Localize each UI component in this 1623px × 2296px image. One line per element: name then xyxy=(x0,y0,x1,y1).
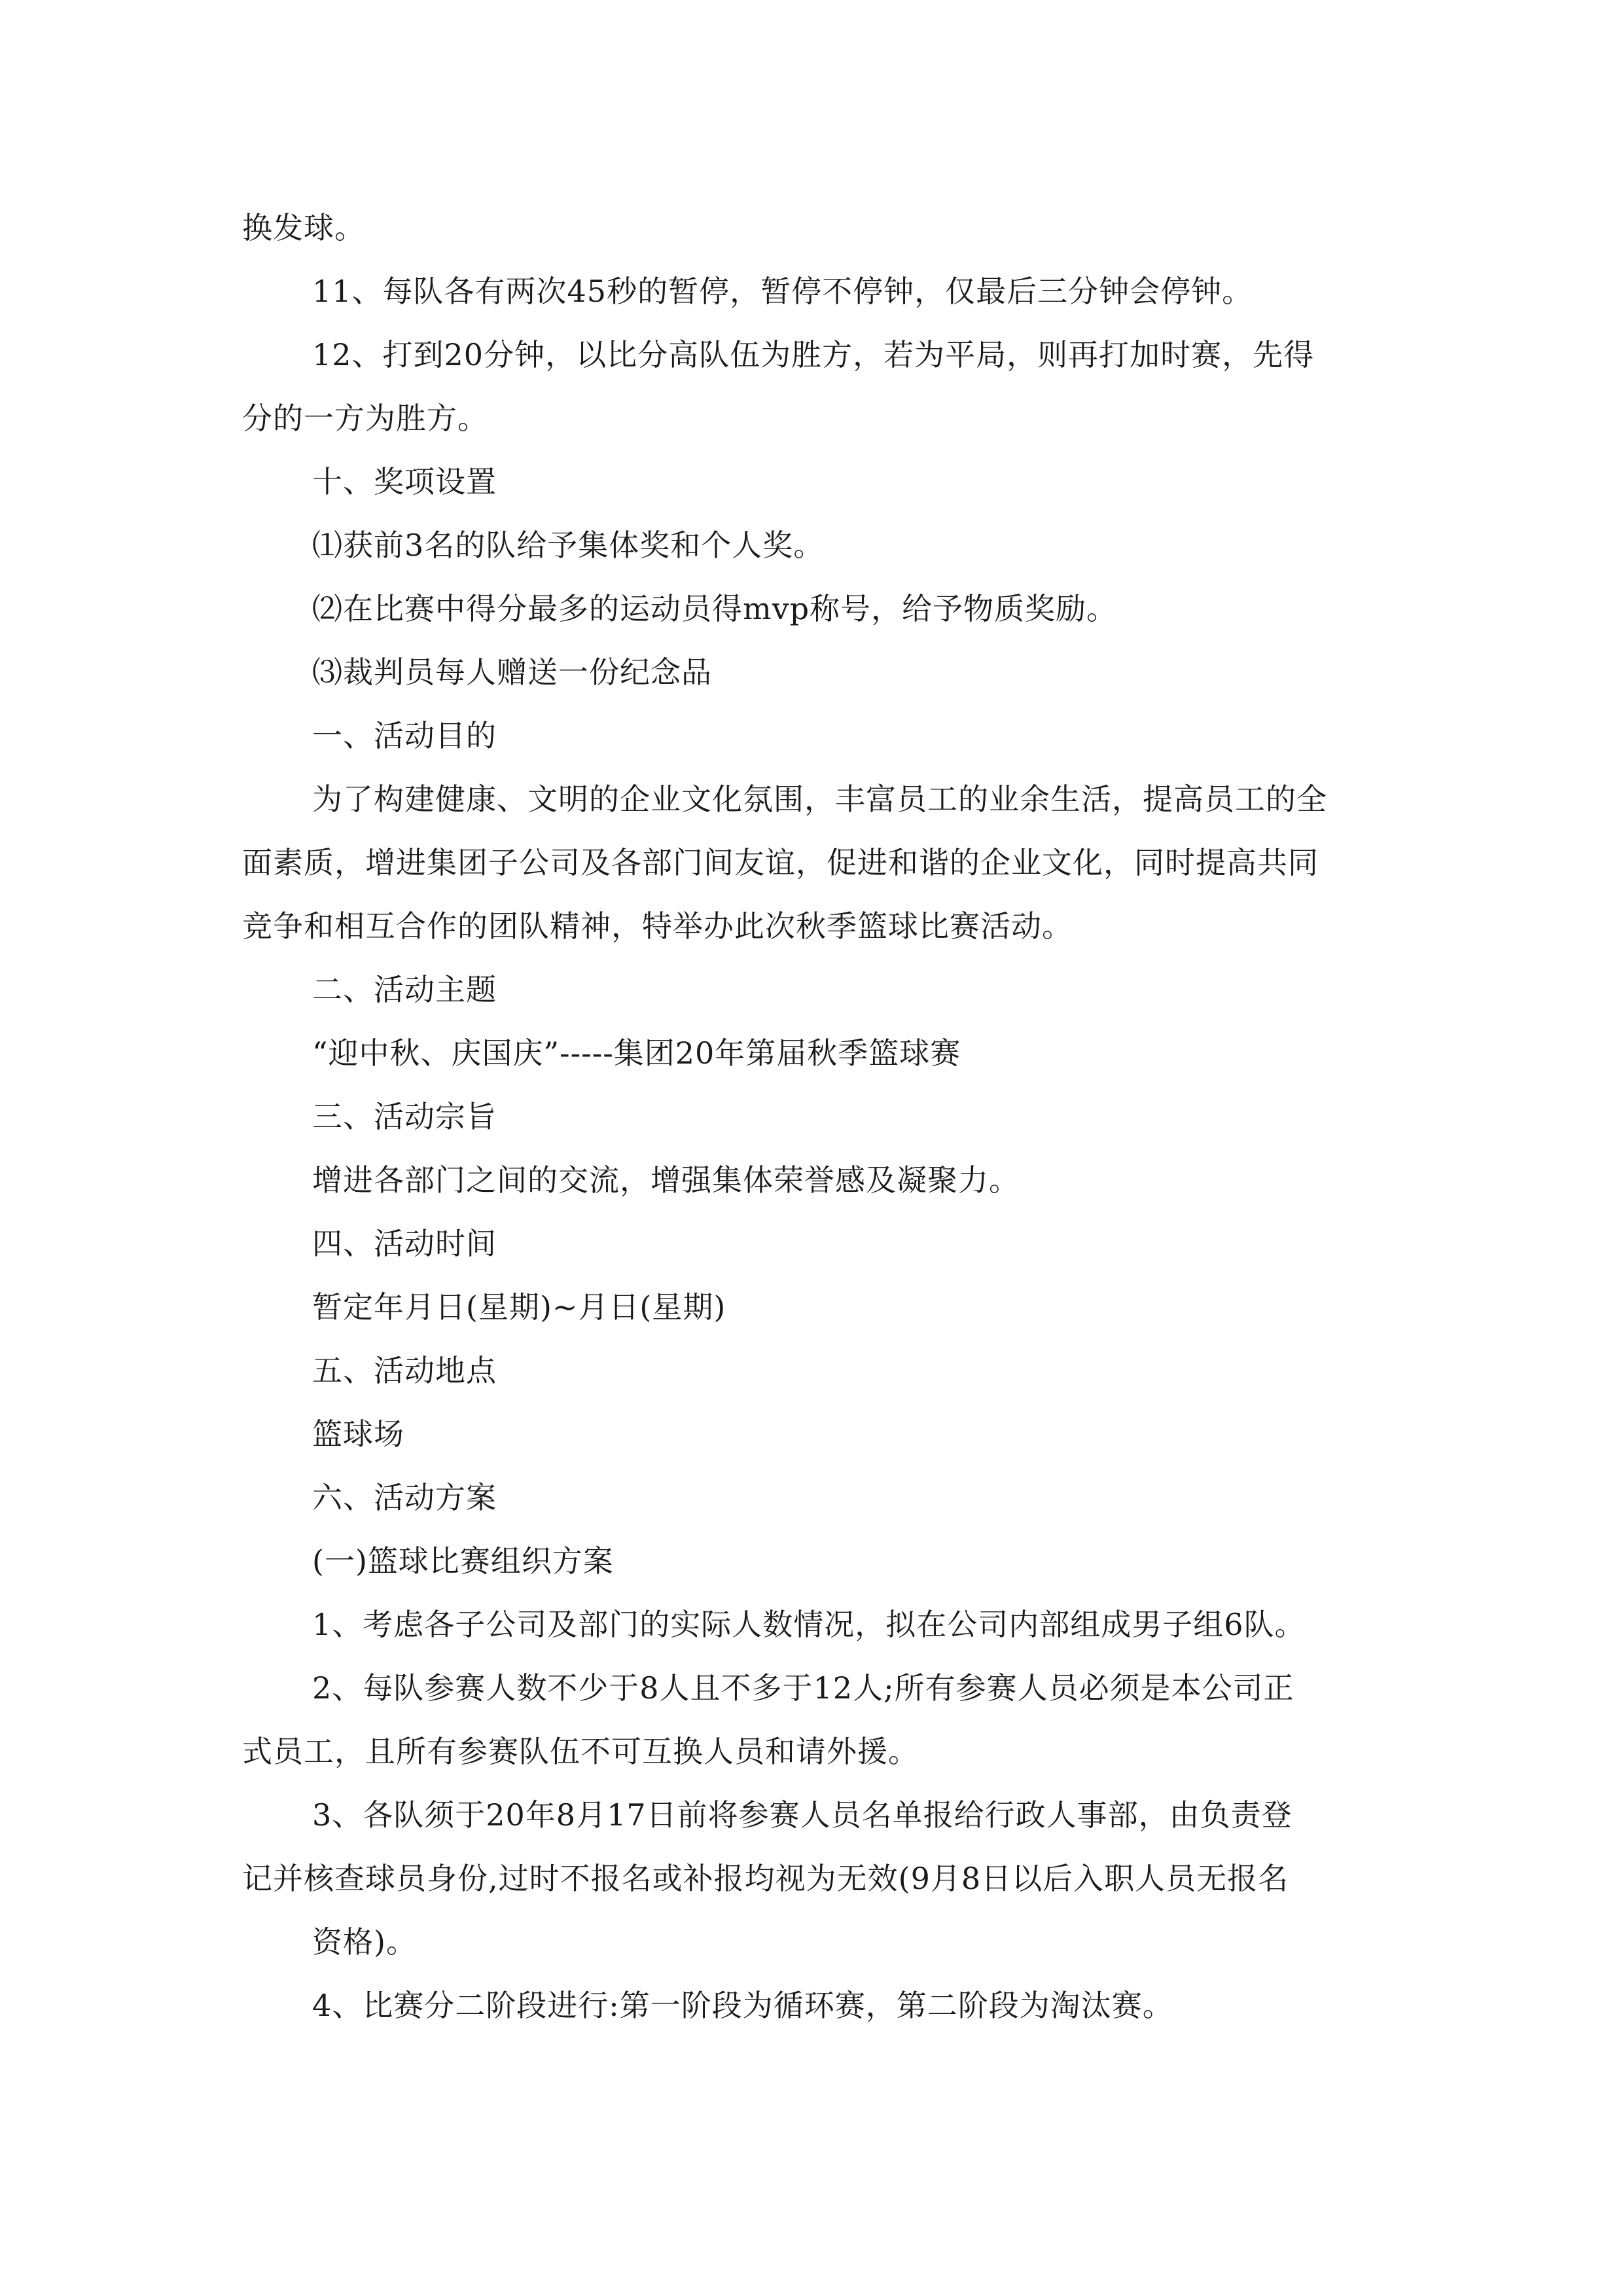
text-line-16: 增进各部门之间的交流，增强集体荣誉感及凝聚力。 xyxy=(312,1162,1020,1198)
text-line-18: 暂定年月日(星期)~月日(星期) xyxy=(312,1289,726,1325)
text-line-11: 面素质，增进集团子公司及各部门间友谊，促进和谐的企业文化，同时提高共同 xyxy=(242,845,1319,880)
text-line-7: ⑵在比赛中得分最多的运动员得mvp称号，给予物质奖励。 xyxy=(312,591,1118,626)
text-line-29: 4、比赛分二阶段进行:第一阶段为循环赛，第二阶段为淘汰赛。 xyxy=(312,1988,1173,2023)
text-line-10: 为了构建健康、文明的企业文化氛围，丰富员工的业余生活，提高员工的全 xyxy=(312,781,1327,817)
text-line-1: 换发球。 xyxy=(242,210,365,245)
text-line-3: 12、打到20分钟，以比分高队伍为胜方，若为平局，则再打加时赛，先得 xyxy=(312,337,1315,372)
text-line-26: 3、各队须于20年8月17日前将参赛人员名单报给行政人事部，由负责登 xyxy=(312,1797,1293,1833)
section-heading-purpose: 一、活动目的 xyxy=(312,718,497,753)
text-line-14: “迎中秋、庆国庆”-----集团20年第届秋季篮球赛 xyxy=(312,1035,961,1071)
text-line-25: 式员工，且所有参赛队伍不可互换人员和请外援。 xyxy=(242,1734,919,1769)
section-heading-tenet: 三、活动宗旨 xyxy=(312,1099,497,1134)
section-heading-awards: 十、奖项设置 xyxy=(312,464,497,499)
section-heading-time: 四、活动时间 xyxy=(312,1226,497,1261)
text-line-24: 2、每队参赛人数不少于8人且不多于12人;所有参赛人员必须是本公司正 xyxy=(312,1670,1294,1706)
text-line-6: ⑴获前3名的队给予集体奖和个人奖。 xyxy=(312,528,825,563)
text-line-27: 记并核查球员身份,过时不报名或补报均视为无效(9月8日以后入职人员无报名 xyxy=(242,1861,1289,1896)
text-line-23: 1、考虑各子公司及部门的实际人数情况，拟在公司内部组成男子组6队。 xyxy=(312,1607,1306,1642)
text-line-2: 11、每队各有两次45秒的暂停，暂停不停钟，仅最后三分钟会停钟。 xyxy=(312,274,1253,309)
section-heading-theme: 二、活动主题 xyxy=(312,972,497,1007)
section-heading-plan: 六、活动方案 xyxy=(312,1480,497,1515)
text-line-4: 分的一方为胜方。 xyxy=(242,401,488,436)
text-line-20: 篮球场 xyxy=(312,1416,404,1452)
text-line-8: ⑶裁判员每人赠送一份纪念品 xyxy=(312,655,712,690)
text-line-12: 竞争和相互合作的团队精神，特举办此次秋季篮球比赛活动。 xyxy=(242,908,1073,944)
text-line-28: 资格)。 xyxy=(312,1924,417,1960)
subsection-heading-organization: (一)篮球比赛组织方案 xyxy=(312,1543,614,1579)
section-heading-location: 五、活动地点 xyxy=(312,1353,497,1388)
